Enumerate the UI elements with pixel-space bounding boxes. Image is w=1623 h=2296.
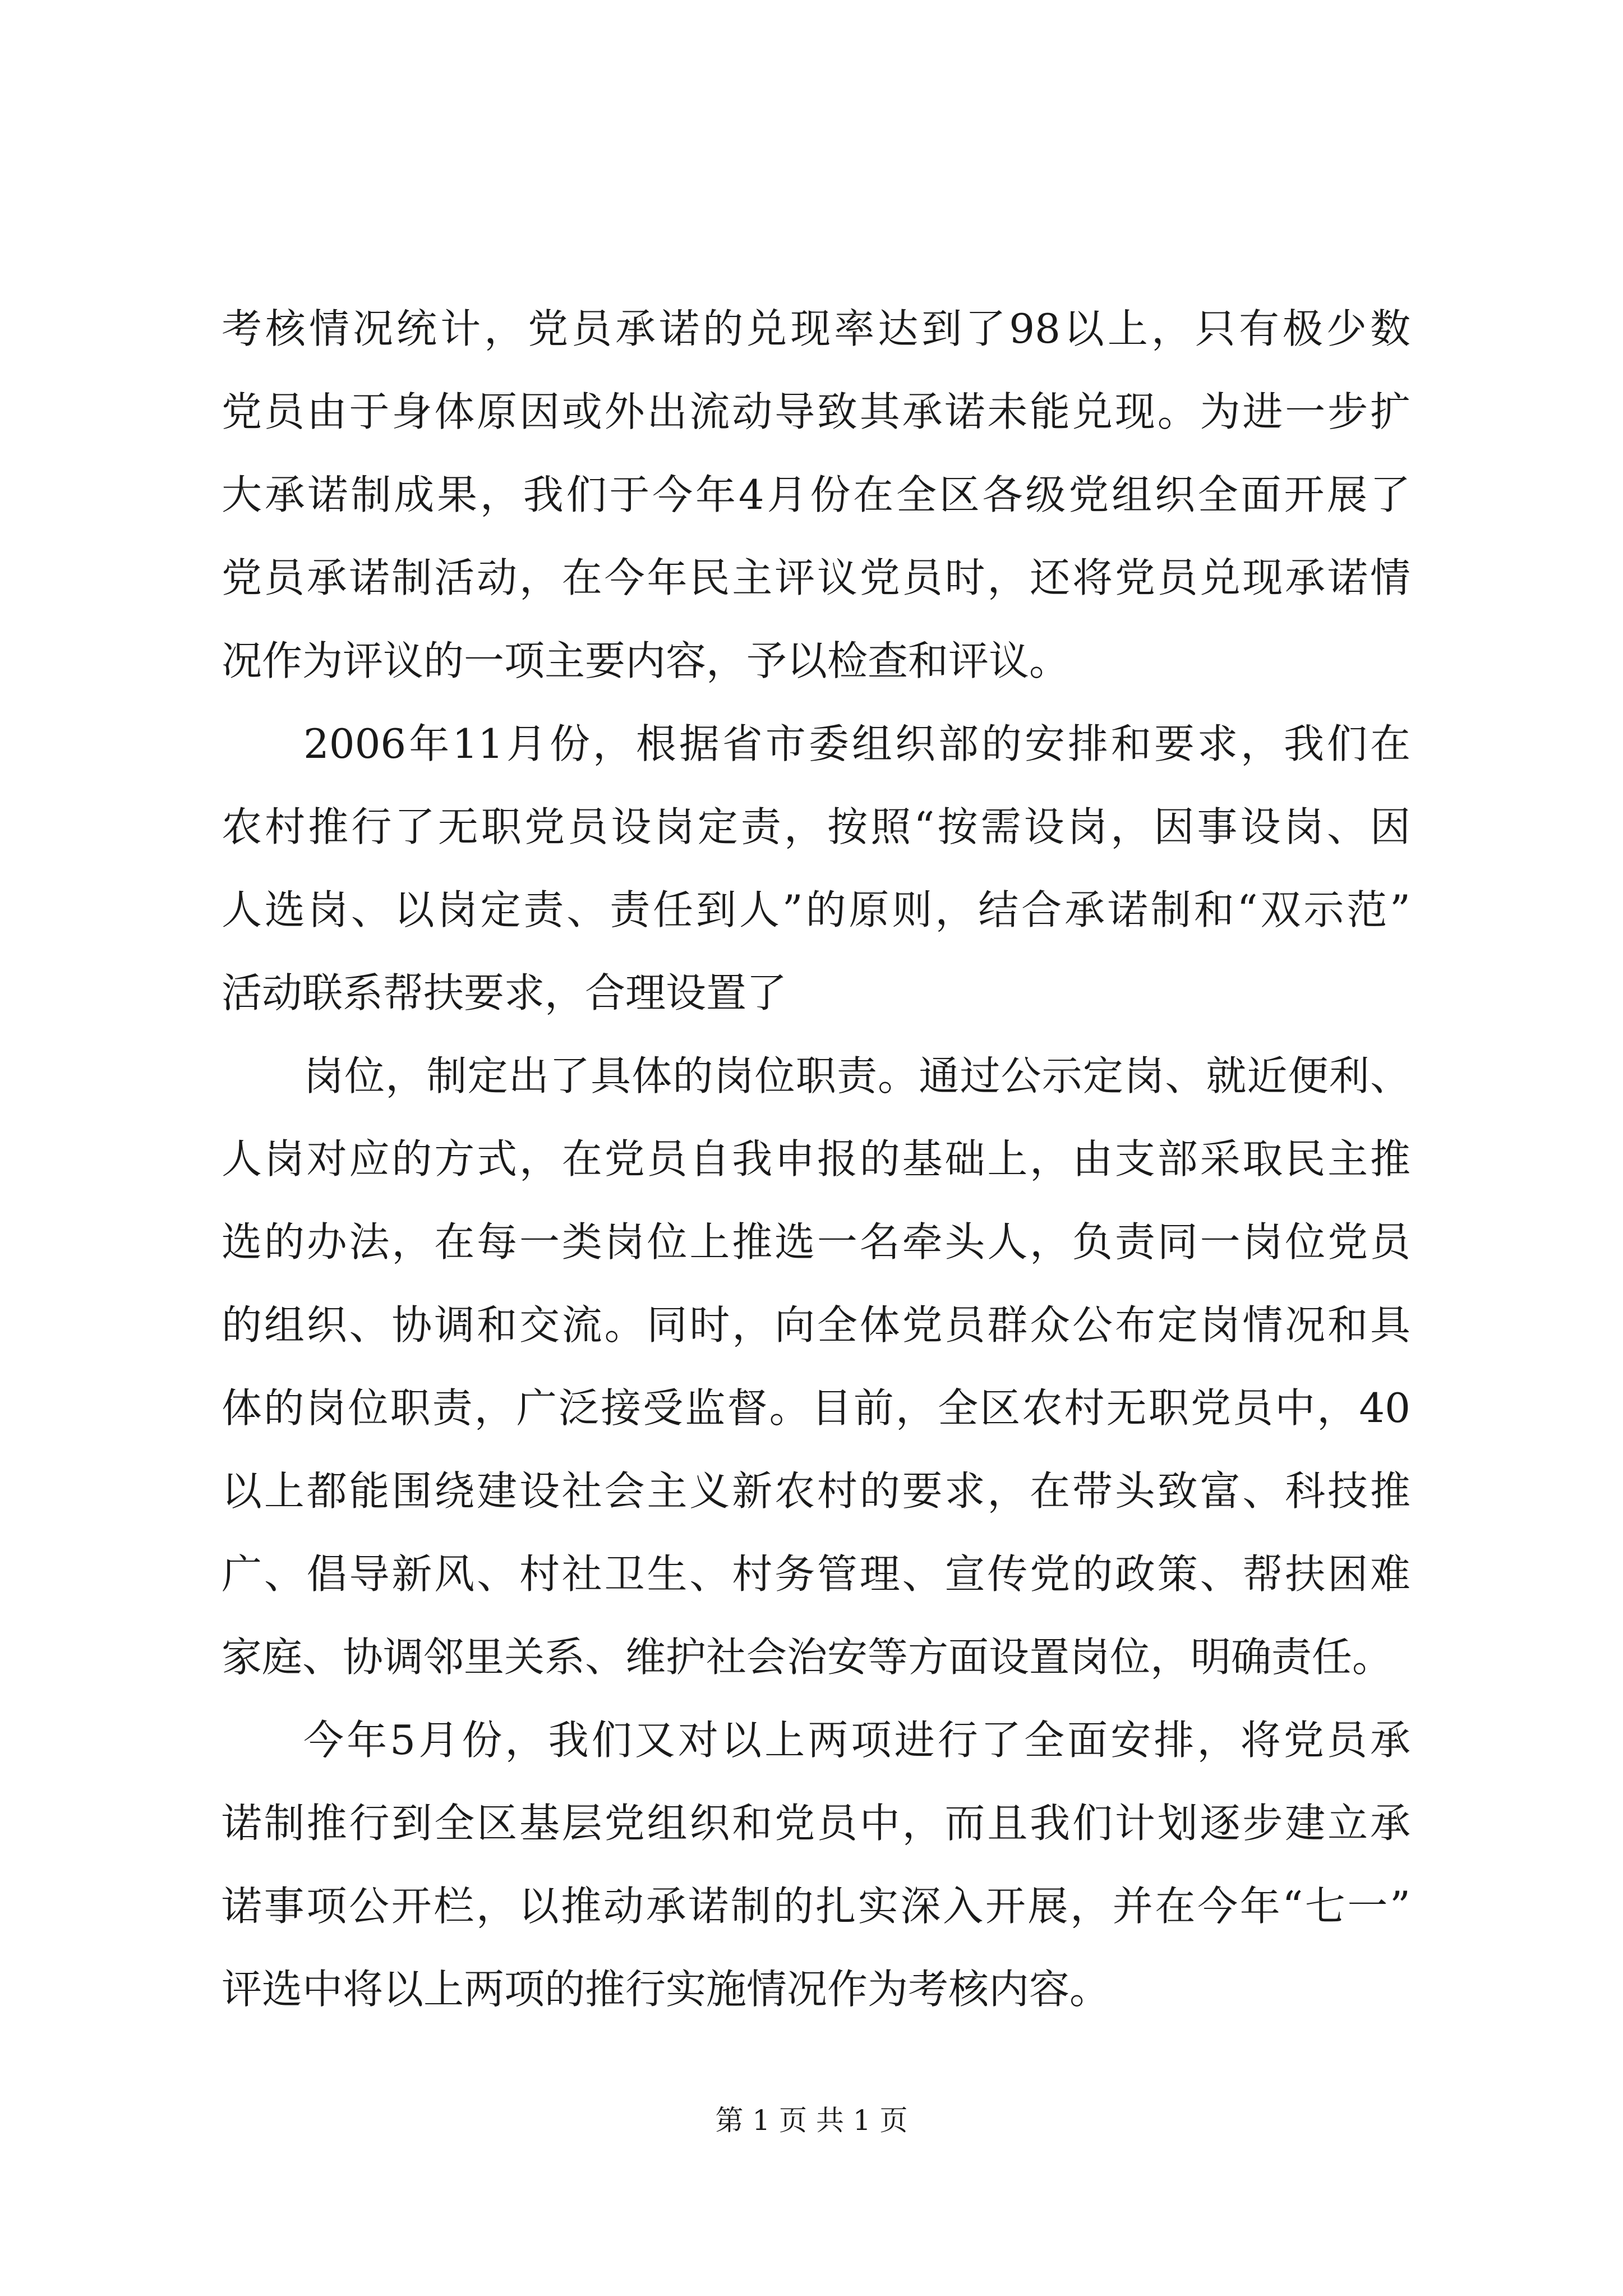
paragraph-4-line-2: 诺制推行到全区基层党组织和党员中，而且我们计划逐步建立承 <box>222 1800 1410 1847</box>
paragraph-2-line-2: 农村推行了无职党员设岗定责，按照“按需设岗，因事设岗、因 <box>222 803 1410 850</box>
paragraph-2-line-4: 活动联系帮扶要求，合理设置了 <box>222 969 787 1016</box>
paragraph-1-line-2: 党员由于身体原因或外出流动导致其承诺未能兑现。为进一步扩 <box>222 388 1410 435</box>
paragraph-3-line-7: 广、倡导新风、村社卫生、村务管理、宣传党的政策、帮扶困难 <box>222 1550 1410 1598</box>
paragraph-4-line-3: 诺事项公开栏，以推动承诺制的扎实深入开展，并在今年“七一” <box>222 1883 1410 1930</box>
paragraph-3-line-4: 的组织、协调和交流。同时，向全体党员群众公布定岗情况和具 <box>222 1301 1410 1349</box>
paragraph-4-line-1: 今年5月份，我们又对以上两项进行了全面安排，将党员承 <box>303 1717 1410 1764</box>
paragraph-1-line-3: 大承诺制成果，我们于今年4月份在全区各级党组织全面开展了 <box>222 471 1410 518</box>
paragraph-1-line-4: 党员承诺制活动，在今年民主评议党员时，还将党员兑现承诺情 <box>222 554 1410 601</box>
paragraph-2-line-1: 2006年11月份，根据省市委组织部的安排和要求，我们在 <box>303 720 1410 767</box>
paragraph-4-line-4: 评选中将以上两项的推行实施情况作为考核内容。 <box>222 1966 1110 2013</box>
paragraph-2-line-3: 人选岗、以岗定责、责任到人”的原则，结合承诺制和“双示范” <box>222 886 1410 933</box>
page-number-label: 第 1 页 共 1 页 <box>715 2104 908 2137</box>
paragraph-1-line-1: 考核情况统计，党员承诺的兑现率达到了98以上，只有极少数 <box>222 305 1410 352</box>
paragraph-3-line-2: 人岗对应的方式，在党员自我申报的基础上，由支部采取民主推 <box>222 1135 1410 1182</box>
page-footer <box>0 2101 1623 2140</box>
paragraph-3-line-3: 选的办法，在每一类岗位上推选一名牵头人，负责同一岗位党员 <box>222 1218 1410 1266</box>
paragraph-1-line-5: 况作为评议的一项主要内容，予以检查和评议。 <box>222 637 1070 684</box>
paragraph-3-line-5: 体的岗位职责，广泛接受监督。目前，全区农村无职党员中，40 <box>222 1384 1410 1432</box>
paragraph-3-line-8: 家庭、协调邻里关系、维护社会治安等方面设置岗位，明确责任。 <box>222 1634 1393 1681</box>
paragraph-3-line-1: 岗位，制定出了具体的岗位职责。通过公示定岗、就近便利、 <box>303 1052 1410 1099</box>
paragraph-3-line-6: 以上都能围绕建设社会主义新农村的要求，在带头致富、科技推 <box>222 1467 1410 1515</box>
document-body <box>222 287 1410 2031</box>
